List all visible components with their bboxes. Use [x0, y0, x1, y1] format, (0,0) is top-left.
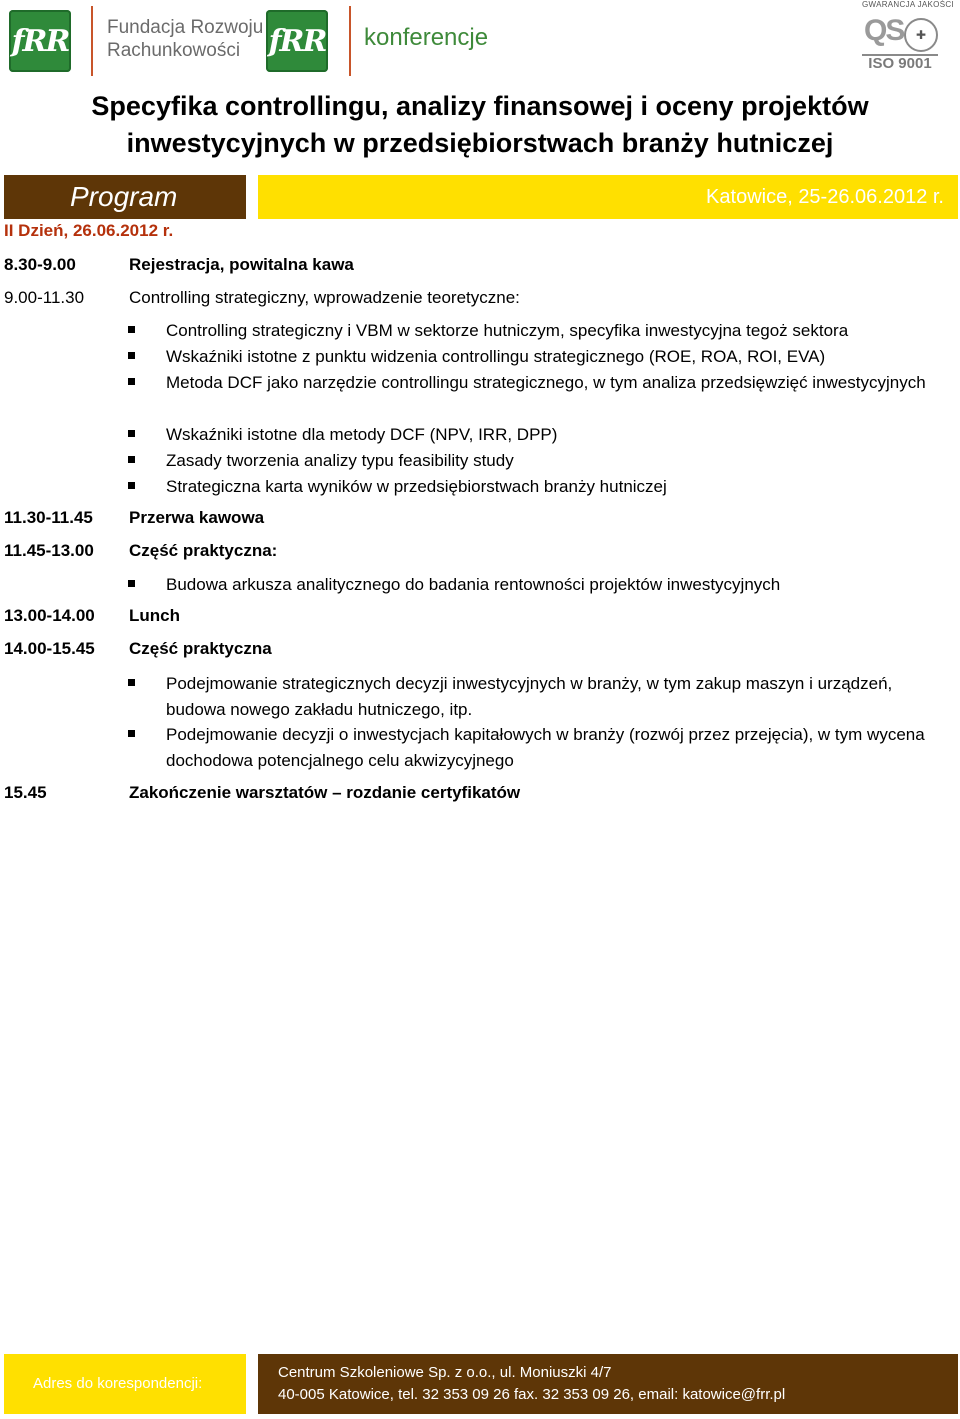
list-item: Wskaźniki istotne dla metody DCF (NPV, IRR, DPP)	[166, 425, 558, 444]
footer-label: Adres do korespondencji:	[33, 1375, 203, 1392]
footer-address-line2: 40-005 Katowice, tel. 32 353 09 26 fax. 32 353 09 26, email: katowice@frr.pl	[278, 1386, 786, 1403]
schedule-time: 11.30-11.45	[4, 508, 93, 527]
program-label: Program	[70, 181, 178, 212]
list-item: Controlling strategiczny i VBM w sektorze hutniczym, specyfika inwestycyjna tegoż sektora	[166, 321, 849, 340]
header-divider	[91, 6, 93, 76]
schedule-time: 8.30-9.00	[4, 255, 76, 274]
list-item: Zasady tworzenia analizy typu feasibility study	[166, 451, 514, 470]
bullet-icon	[128, 730, 135, 737]
list-item: Budowa arkusza analitycznego do badania rentowności projektów inwestycyjnych	[166, 575, 781, 594]
bullet-icon	[128, 326, 135, 333]
schedule-time: 15.45	[4, 783, 47, 802]
location-bar	[258, 175, 958, 219]
list-item: Podejmowanie strategicznych decyzji inwestycyjnych w branży, w tym zakup maszyn i urządzeń, budowa nowego zakładu hutniczego, itp.	[166, 674, 893, 719]
frr-conference-logo: fRR	[266, 10, 328, 72]
bullet-icon	[128, 430, 135, 437]
schedule-time: 14.00-15.45	[4, 639, 95, 658]
list-item: Metoda DCF jako narzędzie controllingu strategicznego, w tym analiza przedsięwzięć inwestycyjnych	[166, 373, 926, 392]
qs-mark: QS	[864, 14, 904, 47]
schedule-title: Przerwa kawowa	[129, 508, 265, 527]
frr-logo: fRR	[9, 10, 71, 72]
schedule-time: 11.45-13.00	[4, 541, 94, 560]
conference-label: konferencje	[364, 24, 489, 51]
iso-9001-badge: GWARANCJA JAKOŚCI QS ✚ ISO 9001	[862, 0, 954, 72]
bullet-icon	[128, 580, 135, 587]
list-item: Wskaźniki istotne z punktu widzenia controllingu strategicznego (ROE, ROA, ROI, EVA)	[166, 347, 826, 366]
list-item: Strategiczna karta wyników w przedsiębiorstwach branży hutniczej	[166, 477, 667, 496]
schedule-title: Rejestracja, powitalna kawa	[129, 255, 354, 274]
schedule-title: Część praktyczna	[129, 639, 272, 658]
header-divider-2	[349, 6, 351, 76]
day-label: II Dzień, 26.06.2012 r.	[4, 221, 174, 240]
page-title: Specyfika controllingu, analizy finansowej i oceny projektów inwestycyjnych w przedsiębiorstwach branży hutniczej	[91, 91, 869, 158]
footer-address-box	[258, 1354, 958, 1414]
list-item: Podejmowanie decyzji o inwestycjach kapitałowych w branży (rozwój przez przejęcia), w tym wycena dochodowa potencjalnego celu akwizycyjnego	[166, 725, 925, 770]
schedule-title: Część praktyczna:	[129, 541, 278, 560]
bullet-icon	[128, 378, 135, 385]
schedule-time: 9.00-11.30	[4, 288, 85, 307]
bullet-icon	[128, 482, 135, 489]
bullet-icon	[128, 679, 135, 686]
schedule-time: 13.00-14.00	[4, 606, 95, 625]
schedule-title: Lunch	[129, 606, 180, 625]
schedule-title: Controlling strategiczny, wprowadzenie teoretyczne:	[129, 288, 520, 307]
place-date: Katowice, 25-26.06.2012 r.	[706, 186, 944, 208]
certification-seal-icon: ✚	[904, 18, 938, 52]
schedule-title: Zakończenie warsztatów – rozdanie certyfikatów	[129, 783, 521, 802]
bullet-icon	[128, 352, 135, 359]
footer-address-line1: Centrum Szkoleniowe Sp. z o.o., ul. Moniuszki 4/7	[278, 1364, 612, 1381]
bullet-icon	[128, 456, 135, 463]
foundation-name: Fundacja Rozwoju Rachunkowości	[107, 17, 264, 61]
